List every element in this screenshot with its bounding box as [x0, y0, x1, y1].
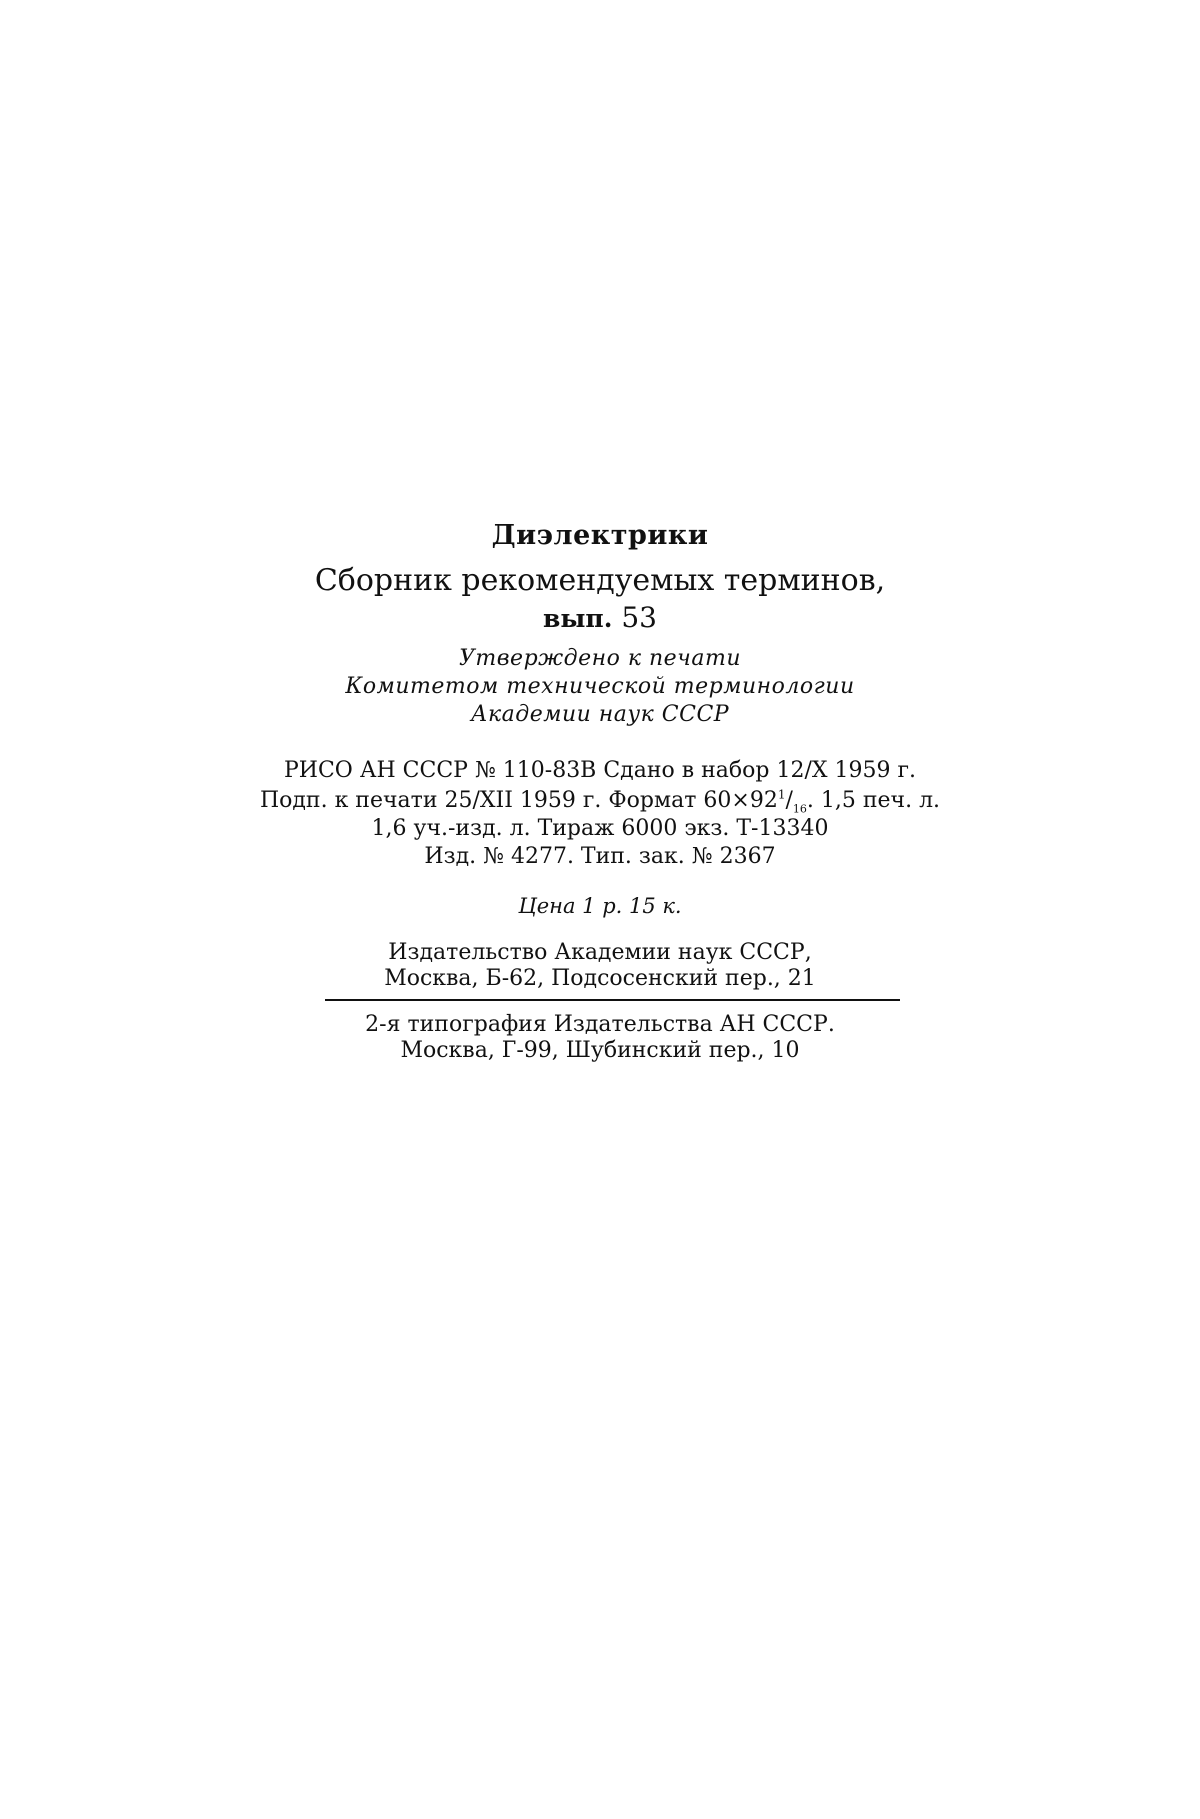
- issue-label: вып.: [543, 604, 613, 633]
- format-fraction-slash: /: [785, 788, 793, 813]
- publisher-line-1: Издательство Академии наук СССР,: [388, 940, 812, 965]
- imprint-line-2-start: Подп. к печати 25/XII 1959 г. Формат 60×92: [259, 788, 778, 813]
- issue-line: [0, 601, 1200, 634]
- imprint-line-3: 1,6 уч.-изд. л. Тираж 6000 экз. Т-13340: [371, 816, 829, 841]
- separator-rule: [325, 999, 900, 1001]
- publisher-line-2: Москва, Б-62, Подсосенский пер., 21: [384, 966, 816, 991]
- imprint-line-2-end: . 1,5 печ. л.: [806, 788, 941, 813]
- book-subtitle: Сборник рекомендуемых терминов,: [314, 563, 886, 598]
- imprint-line-2: [0, 787, 1200, 816]
- approval-line-2: Комитетом технической терминологии: [345, 674, 855, 699]
- printer-line-1: 2-я типография Издательства АН СССР.: [365, 1012, 835, 1037]
- price: Цена 1 р. 15 к.: [518, 894, 682, 918]
- format-fraction-numerator: 1: [777, 787, 786, 802]
- printer-line-2: Москва, Г-99, Шубинский пер., 10: [400, 1038, 800, 1063]
- imprint-line-1: РИСО АН СССР № 110-83В Сдано в набор 12/X 1959 г.: [283, 758, 917, 783]
- book-title: Диэлектрики: [491, 520, 709, 551]
- issue-number: 53: [621, 601, 657, 634]
- approval-line-3: Академии наук СССР: [470, 702, 730, 727]
- format-fraction-denominator: 16: [792, 802, 807, 816]
- imprint-line-4: Изд. № 4277. Тип. зак. № 2367: [424, 844, 776, 869]
- approval-line-1: Утверждено к печати: [458, 646, 742, 671]
